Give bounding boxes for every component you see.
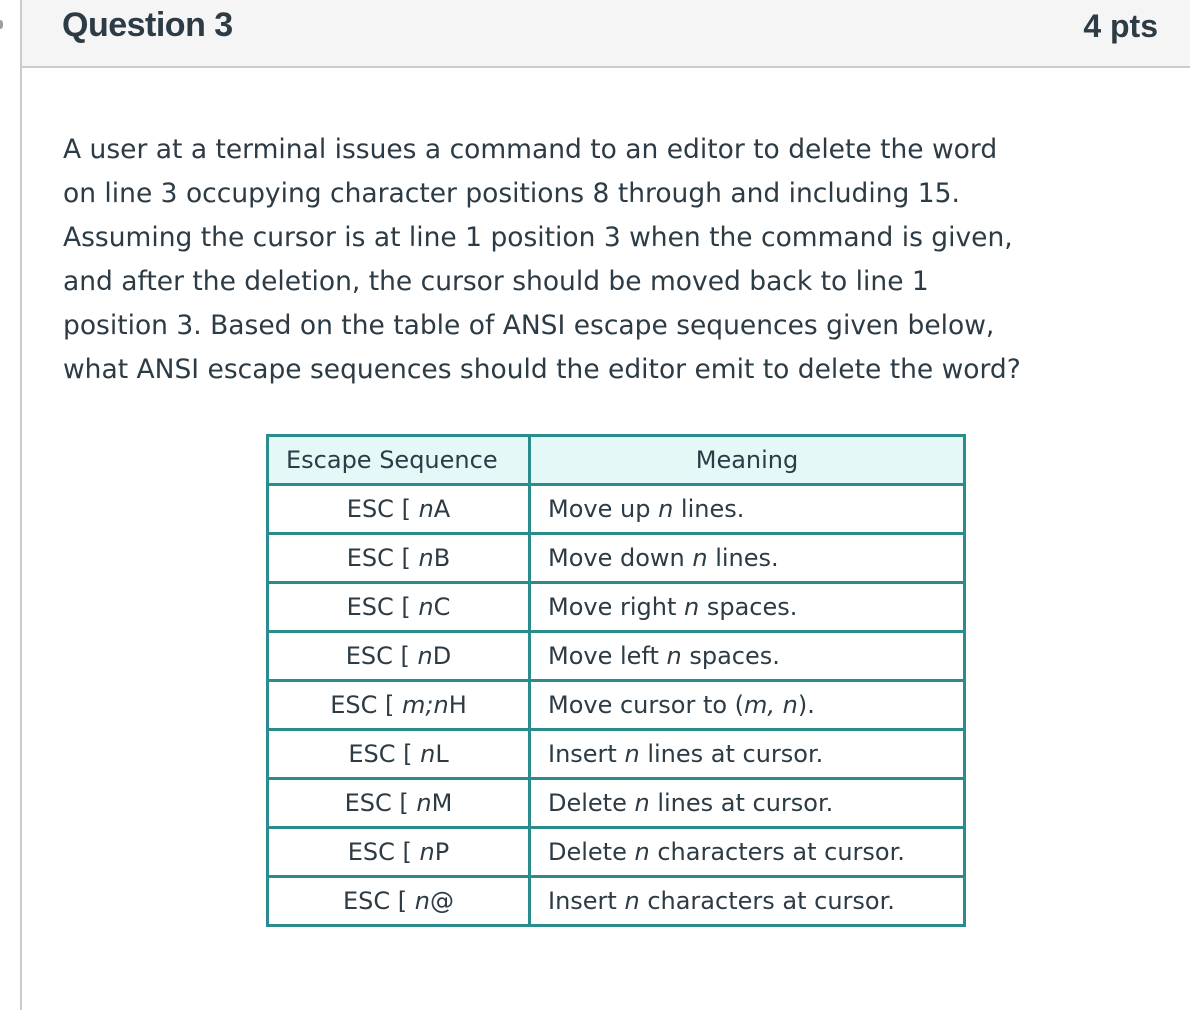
meaning-text: ). [797,691,815,719]
meaning-text: characters at cursor. [649,838,905,866]
header-escape-sequence: Escape Sequence [268,436,530,485]
meaning-text: Delete [548,789,635,817]
question-text [63,128,1163,392]
escape-sequence-cell [268,485,530,534]
ansi-escape-table [266,434,966,927]
table-row [268,583,965,632]
left-edge-marker [0,20,3,29]
escape-sequence-cell [268,877,530,926]
header-meaning: Meaning [530,436,965,485]
seq-variable: n [420,740,436,768]
seq-prefix: ESC [ [347,838,420,866]
seq-prefix: ESC [ [346,495,419,523]
left-border [20,0,22,1010]
seq-suffix: D [432,642,452,670]
meaning-text: lines at cursor. [639,740,824,768]
meaning-text: Insert [548,887,625,915]
meaning-cell [530,534,965,583]
meaning-cell [530,779,965,828]
seq-prefix: ESC [ [344,789,417,817]
meaning-text: spaces. [699,593,798,621]
seq-variable: m;n [402,691,449,719]
escape-sequence-cell [268,583,530,632]
table-row [268,730,965,779]
table-row [268,534,965,583]
escape-sequence-cell [268,828,530,877]
seq-prefix: ESC [ [348,740,421,768]
question-text-line: what ANSI escape sequences should the editor emit to delete the word? [63,354,1021,385]
seq-variable: n [418,544,434,572]
question-title: Question 3 [62,6,233,44]
seq-suffix: L [435,740,449,768]
seq-prefix: ESC [ [330,691,403,719]
question-text-line: on line 3 occupying character positions 8 through and including 15. [63,178,960,209]
meaning-variable: n [624,740,640,768]
meaning-variable: n [624,887,640,915]
seq-prefix: ESC [ [346,544,419,572]
meaning-cell [530,583,965,632]
meaning-text: Move up [548,495,659,523]
escape-sequence-cell [268,730,530,779]
meaning-variable: n [666,642,682,670]
seq-suffix: C [433,593,451,621]
seq-variable: n [416,789,432,817]
seq-suffix: M [431,789,453,817]
meaning-variable: m, n [744,691,798,719]
escape-sequence-cell [268,534,530,583]
table-row [268,485,965,534]
meaning-cell [530,681,965,730]
seq-suffix: A [433,495,451,523]
meaning-variable: n [684,593,700,621]
seq-variable: n [418,495,434,523]
seq-prefix: ESC [ [345,642,418,670]
seq-variable: n [417,642,433,670]
seq-suffix: B [433,544,451,572]
question-text-line: Assuming the cursor is at line 1 position 3 when the command is given, [63,222,1013,253]
meaning-text: Move left [548,642,667,670]
table-row [268,681,965,730]
question-text-line: position 3. Based on the table of ANSI escape sequences given below, [63,310,995,341]
question-points: 4 pts [1083,8,1158,44]
seq-variable: n [419,838,435,866]
escape-sequence-cell [268,632,530,681]
table-row [268,779,965,828]
meaning-cell [530,632,965,681]
meaning-text: lines at cursor. [649,789,834,817]
meaning-variable: n [692,544,708,572]
escape-sequence-cell [268,779,530,828]
meaning-text: Move right [548,593,685,621]
seq-variable: n [414,887,430,915]
question-text-line: and after the deletion, the cursor should be moved back to line 1 [63,266,929,297]
meaning-variable: n [634,838,650,866]
meaning-text: Move down [548,544,693,572]
question-header [22,0,1190,68]
seq-suffix: @ [430,887,454,915]
meaning-text: Move cursor to ( [548,691,745,719]
meaning-text: spaces. [681,642,780,670]
meaning-cell [530,828,965,877]
seq-suffix: P [434,838,450,866]
meaning-cell [530,730,965,779]
table-row [268,828,965,877]
seq-prefix: ESC [ [343,887,415,915]
escape-sequence-cell [268,681,530,730]
meaning-text: characters at cursor. [639,887,895,915]
table-row [268,877,965,926]
seq-suffix: H [448,691,467,719]
seq-prefix: ESC [ [346,593,419,621]
meaning-variable: n [658,495,674,523]
question-text-line: A user at a terminal issues a command to an editor to delete the word [63,134,998,165]
meaning-text: lines. [673,495,745,523]
meaning-variable: n [634,789,650,817]
meaning-cell [530,877,965,926]
seq-variable: n [418,593,434,621]
table-header-row [268,436,965,485]
meaning-cell [530,485,965,534]
meaning-text: Insert [548,740,625,768]
meaning-text: Delete [548,838,635,866]
meaning-text: lines. [707,544,779,572]
table-row [268,632,965,681]
